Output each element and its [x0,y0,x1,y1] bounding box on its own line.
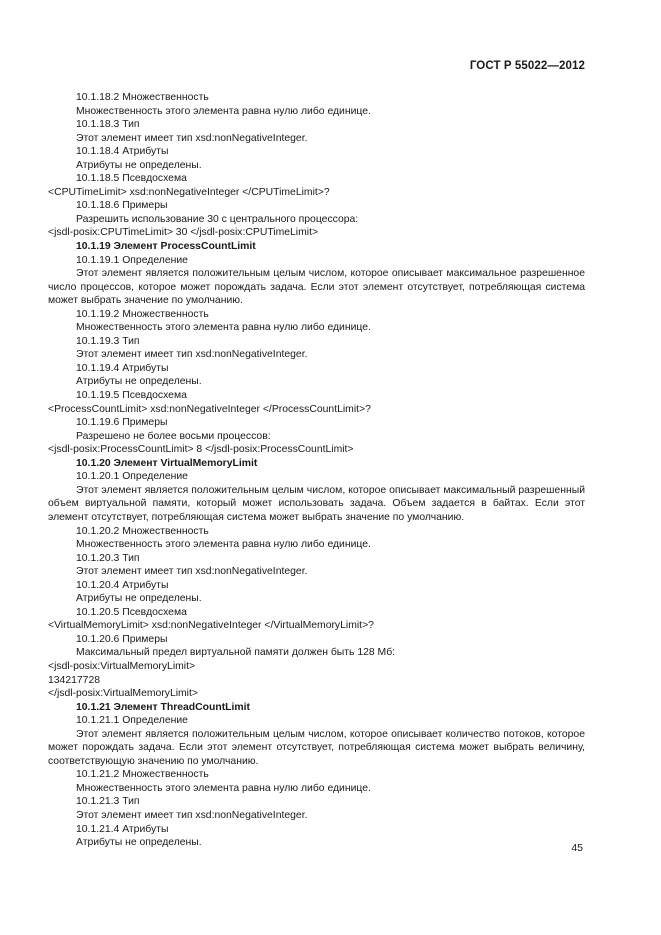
code-line: </jsdl-posix:VirtualMemoryLimit> [48,688,198,700]
text-line: 10.1.21.1 Определение [76,715,188,727]
text-line: Множественность этого элемента равна нулю либо единице. [76,539,371,551]
text-line: 10.1.20.3 Тип [76,552,140,564]
section-heading: 10.1.20 Элемент VirtualMemoryLimit [76,457,258,469]
document-body [48,91,585,850]
text-line: Атрибуты не определены. [76,159,202,171]
text-line: 10.1.19.5 Псевдосхема [76,390,187,402]
text-line: 10.1.21.2 Множественность [76,769,209,781]
text-line: 10.1.20.2 Множественность [76,525,209,537]
text-line: Множественность этого элемента равна нулю либо единице. [76,105,371,117]
text-line: 10.1.18.3 Тип [76,119,140,131]
text-line: Этот элемент имеет тип xsd:nonNegativeInteger. [76,349,308,361]
text-line: Атрибуты не определены. [76,593,202,605]
text-line: Множественность этого элемента равна нулю либо единице. [76,322,371,334]
text-line: 10.1.20.6 Примеры [76,633,168,645]
code-line: <CPUTimeLimit> xsd:nonNegativeInteger </CPUTimeLimit>? [48,186,330,198]
section-heading: 10.1.19 Элемент ProcessCountLimit [76,241,256,253]
text-line: Разрешить использование 30 с центрального процессора: [76,213,359,225]
body-paragraph: Этот элемент является положительным целым числом, которое описывает количество потоков, которое может порождать задача. Если этот элемент отсутствует, потребляющая система может выбрать величину, соответствующую значению по умолчанию. [48,728,585,767]
code-line: <jsdl-posix:VirtualMemoryLimit> [48,660,196,672]
text-line: 10.1.20.5 Псевдосхема [76,606,187,618]
text-line: 10.1.21.4 Атрибуты [76,823,169,835]
text-line: 10.1.18.2 Множественность [76,92,209,103]
text-line: 10.1.19.4 Атрибуты [76,362,169,374]
text-line: 10.1.21.3 Тип [76,796,140,808]
code-line: <VirtualMemoryLimit> xsd:nonNegativeInteger </VirtualMemoryLimit>? [48,620,374,632]
text-line: Атрибуты не определены. [76,837,202,849]
text-line: 10.1.19.6 Примеры [76,417,168,429]
page-number: 45 [571,842,583,854]
text-line: 10.1.19.1 Определение [76,254,188,266]
text-line: 10.1.18.6 Примеры [76,200,168,212]
body-paragraph: Этот элемент является положительным целым числом, которое описывает максимальное разрешенное число процессов, которое может порождать задача. Если этот элемент отсутствует, потребляющая система может выбрать значение по умолчанию. [48,268,585,307]
text-line: Разрешено не более восьми процессов: [76,430,271,442]
text-line: Этот элемент имеет тип xsd:nonNegativeInteger. [76,132,308,144]
text-line: 10.1.20.4 Атрибуты [76,579,169,591]
code-line: <jsdl-posix:ProcessCountLimit> 8 </jsdl-posix:ProcessCountLimit> [48,444,354,456]
code-line: <ProcessCountLimit> xsd:nonNegativeInteger </ProcessCountLimit>? [48,403,371,415]
text-line: Этот элемент имеет тип xsd:nonNegativeInteger. [76,809,308,821]
section-heading: 10.1.21 Элемент ThreadCountLimit [76,701,250,713]
text-line: 10.1.18.5 Псевдосхема [76,173,187,185]
code-line: <jsdl-posix:CPUTimeLimit> 30 </jsdl-posix:CPUTimeLimit> [48,227,319,239]
text-line: 10.1.18.4 Атрибуты [76,146,169,158]
text-line: 10.1.19.2 Множественность [76,308,209,320]
text-line: 10.1.20.1 Определение [76,471,188,483]
text-line: Этот элемент имеет тип xsd:nonNegativeInteger. [76,566,308,578]
text-line: 10.1.19.3 Тип [76,335,140,347]
code-line: 134217728 [48,674,101,686]
text-line: Множественность этого элемента равна нулю либо единице. [76,782,371,794]
standard-header: ГОСТ Р 55022—2012 [469,60,585,72]
text-line: Максимальный предел виртуальной памяти должен быть 128 Мб: [76,647,396,659]
body-paragraph: Этот элемент является положительным целым числом, которое описывает максимальный разрешенный объем виртуальной памяти, который может использовать задача. Объем задается в байтах. Если этот элемент отсутствует, потребляющая система может выбрать значение по умолчанию. [48,484,585,523]
text-line: Атрибуты не определены. [76,376,202,388]
